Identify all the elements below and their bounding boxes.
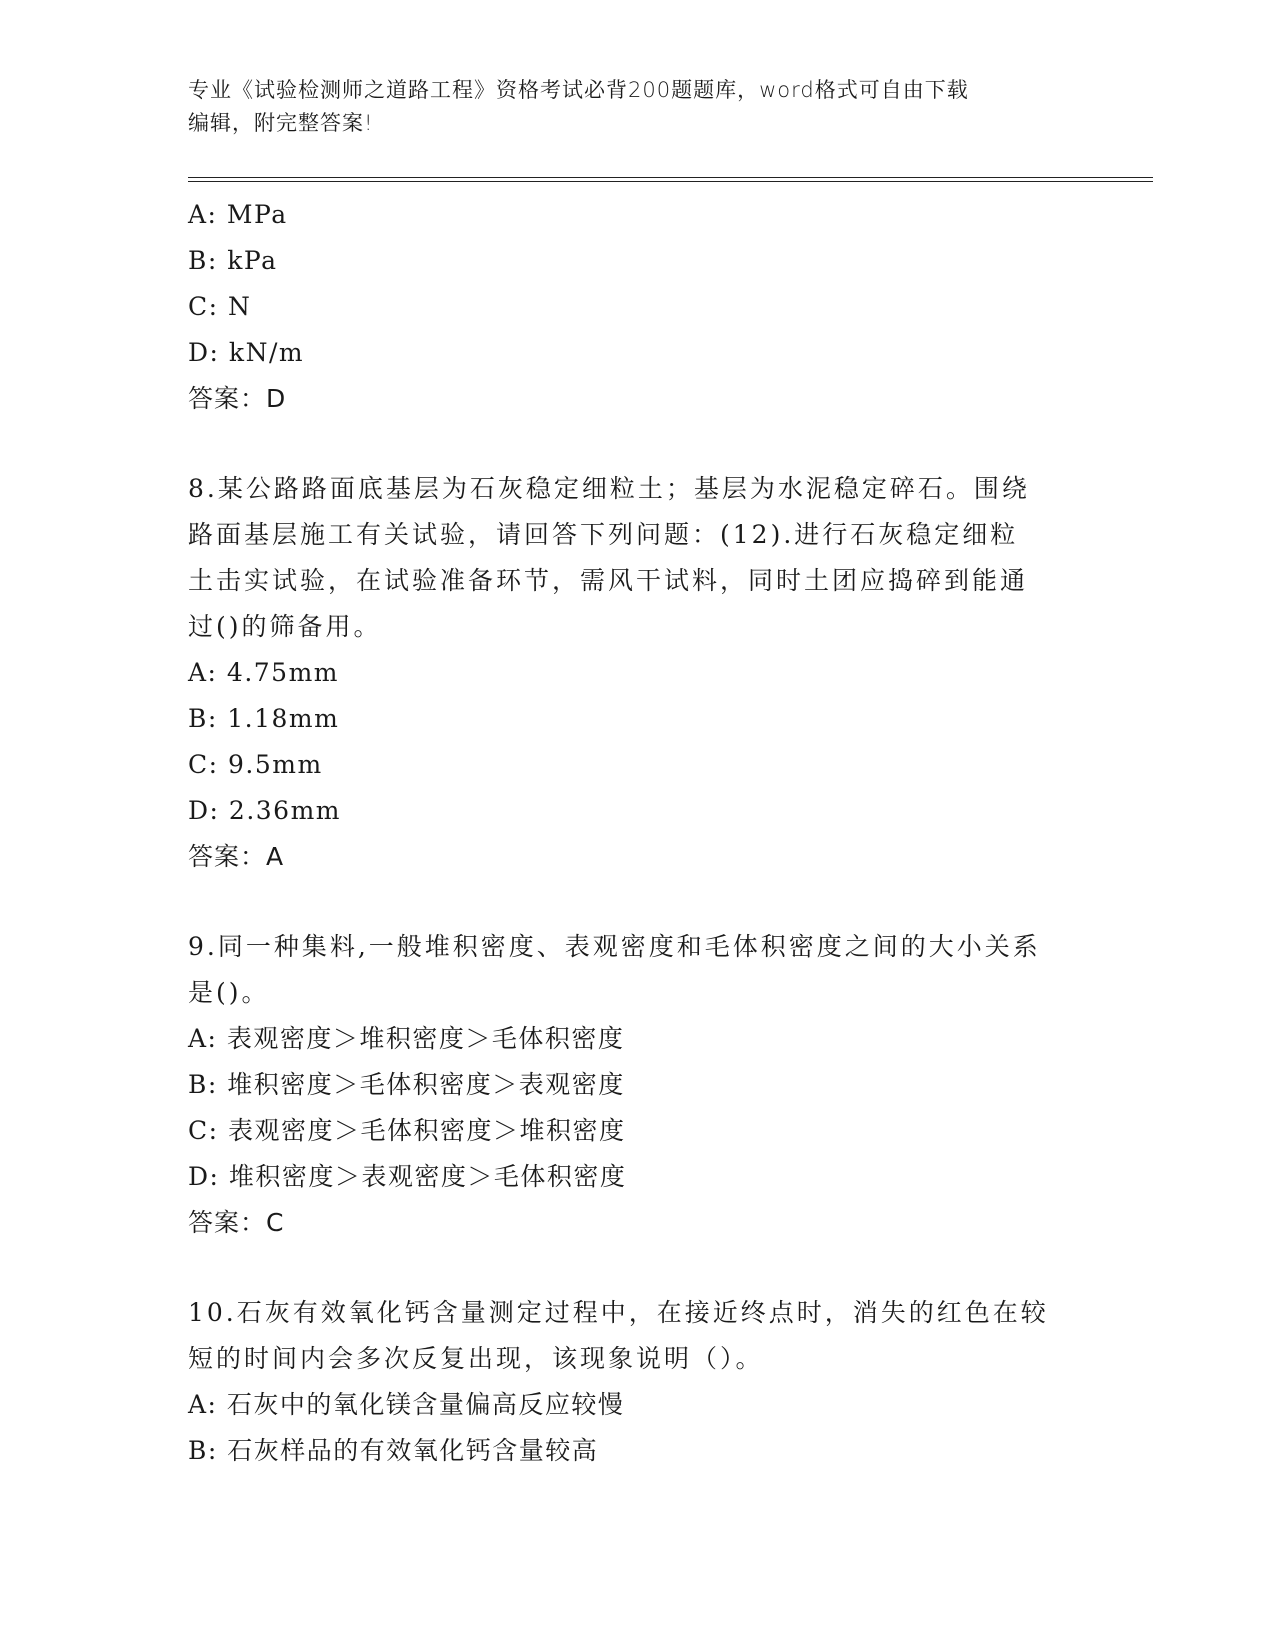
option-d: D: kN/m	[188, 338, 305, 367]
option-c: C: 表观密度＞毛体积密度＞堆积密度	[188, 1116, 626, 1145]
question-stem	[188, 924, 1068, 1016]
header-line-2: 编辑，附完整答案!	[188, 111, 374, 135]
stem-line: 8.某公路路面底基层为石灰稳定细粒土；基层为水泥稳定碎石。围绕	[188, 474, 1030, 503]
header-rule-bottom	[188, 181, 1153, 182]
option-d: D: 堆积密度＞表观密度＞毛体积密度	[188, 1162, 627, 1191]
answer-line: 答案：C	[188, 1208, 285, 1237]
option-a: A: 表观密度＞堆积密度＞毛体积密度	[188, 1024, 625, 1053]
option-b: B: kPa	[188, 246, 278, 275]
option-b: B: 1.18mm	[188, 704, 340, 733]
stem-line: 路面基层施工有关试验，请回答下列问题：(12).进行石灰稳定细粒	[188, 520, 1019, 549]
answer-line: 答案：A	[188, 842, 285, 871]
question-10	[188, 1290, 1068, 1474]
option-d: D: 2.36mm	[188, 796, 341, 825]
question-stem	[188, 1290, 1068, 1382]
answer-line: 答案：D	[188, 384, 287, 413]
option-a: A: MPa	[188, 200, 288, 229]
option-a: A: 石灰中的氧化镁含量偏高反应较慢	[188, 1390, 625, 1419]
option-b: B: 石灰样品的有效氧化钙含量较高	[188, 1436, 599, 1465]
header-line-1: 专业《试验检测师之道路工程》资格考试必背200题题库，word格式可自由下载	[188, 78, 969, 102]
header-rule-top	[188, 177, 1153, 178]
question-7	[188, 192, 1068, 422]
option-c: C: 9.5mm	[188, 750, 323, 779]
option-b: B: 堆积密度＞毛体积密度＞表观密度	[188, 1070, 625, 1099]
document-header	[188, 74, 1088, 140]
question-9	[188, 924, 1068, 1246]
stem-line: 短的时间内会多次反复出现，该现象说明（）。	[188, 1344, 764, 1373]
spacer	[188, 1246, 1068, 1290]
option-c: C: N	[188, 292, 252, 321]
question-stem	[188, 466, 1068, 650]
stem-line: 土击实试验，在试验准备环节，需风干试料，同时土团应捣碎到能通	[188, 566, 1029, 595]
spacer	[188, 880, 1068, 924]
stem-line: 10.石灰有效氧化钙含量测定过程中，在接近终点时，消失的红色在较	[188, 1298, 1049, 1327]
question-list	[188, 192, 1068, 1474]
spacer	[188, 422, 1068, 466]
stem-line: 是()。	[188, 978, 270, 1007]
question-8	[188, 466, 1068, 880]
stem-line: 9.同一种集料,一般堆积密度、表观密度和毛体积密度之间的大小关系	[188, 932, 1041, 961]
option-a: A: 4.75mm	[188, 658, 339, 687]
stem-line: 过()的筛备用。	[188, 612, 382, 641]
